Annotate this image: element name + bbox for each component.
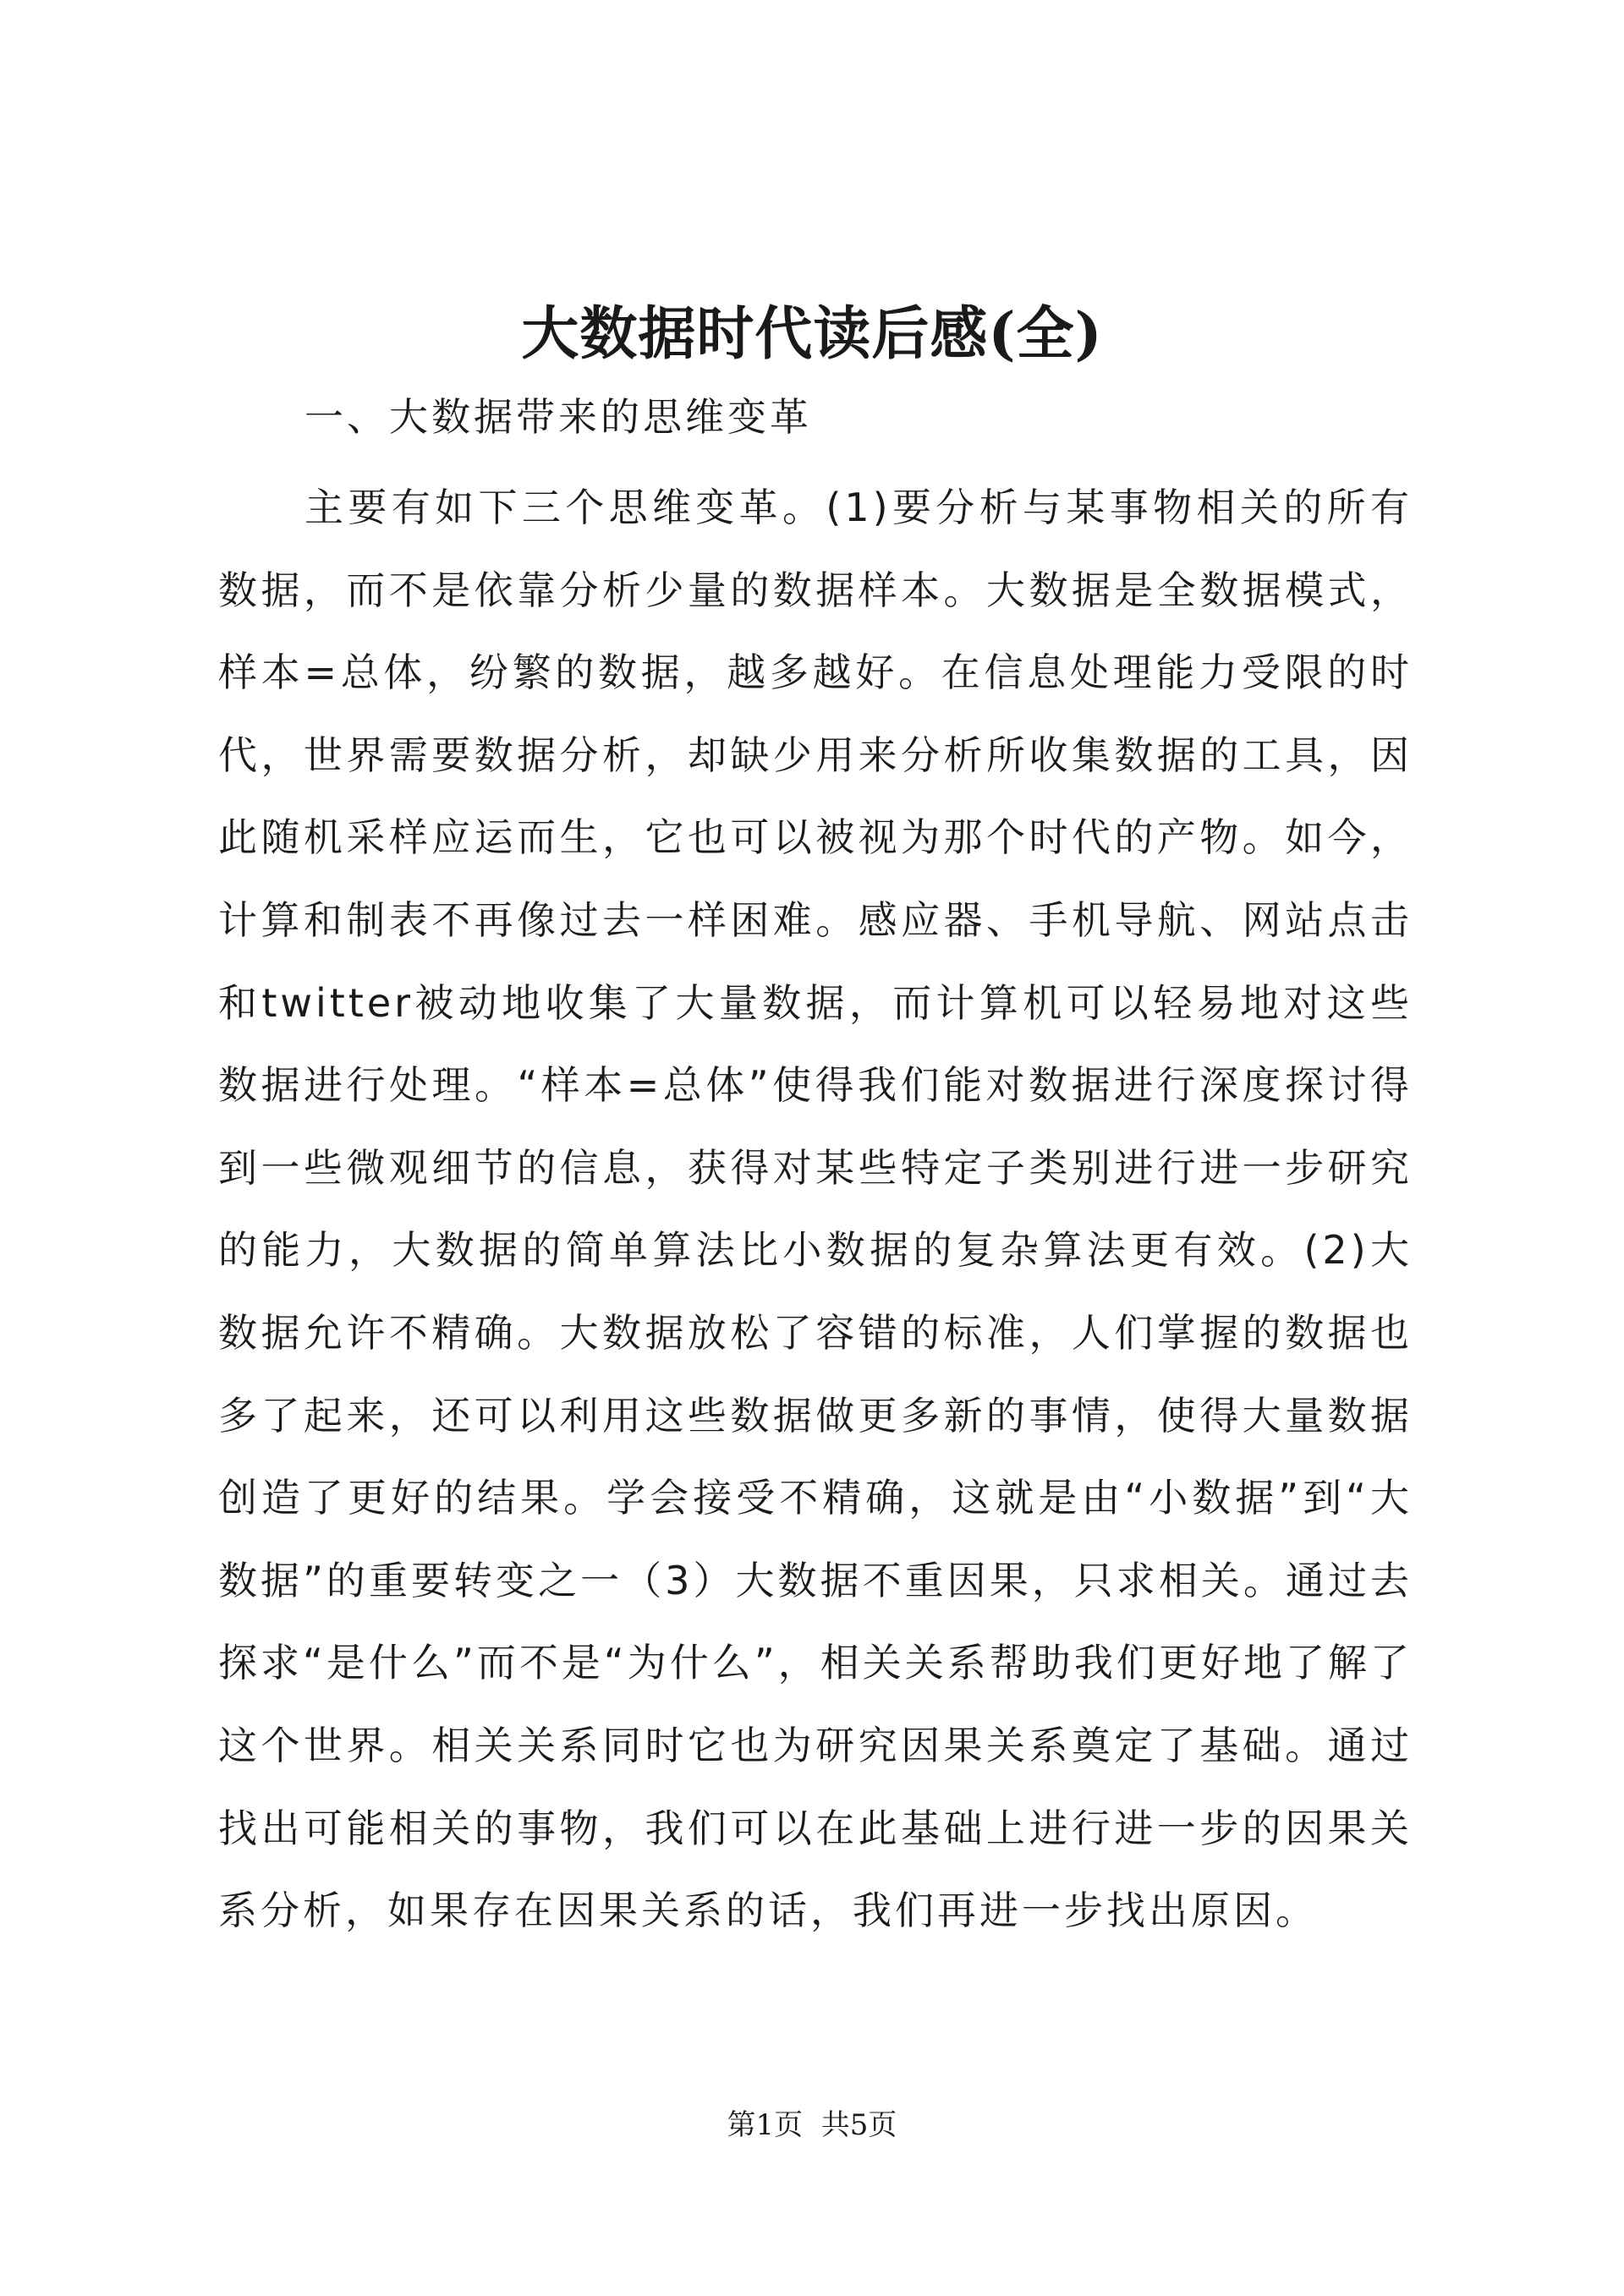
page-number-footer: 第1页 共5页 <box>727 2108 897 2142</box>
body-paragraph: 主要有如下三个思维变革。(1)要分析与某事物相关的所有数据，而不是依靠分析少量的数据样本。大数据是全数据模式，样本=总体，纷繁的数据，越多越好。在信息处理能力受限的时代，世界需要数据分析，却缺少用来分析所收集数据的工具，因此随机采样应运而生，它也可以被视为那个时代的产物。如今，计算和制表不再像过去一样困难。感应器、手机导航、网站点击和twitter被动地收集了大量数据，而计算机可以轻易地对这些数据进行处理。“样本=总体”使得我们能对数据进行深度探讨得到一些微观细节的信息，获得对某些特定子类别进行进一步研究的能力，大数据的简单算法比小数据的复杂算法更有效。(2)大数据允许不精确。大数据放松了容错的标准，人们掌握的数据也多了起来，还可以利用这些数据做更多新的事情，使得大量数据创造了更好的结果。学会接受不精确，这就是由“小数据”到“大数据”的重要转变之一（3）大数据不重因果，只求相关。通过去探求“是什么”而不是“为什么”，相关关系帮助我们更好地了解了这个世界。相关关系同时它也为研究因果关系奠定了基础。通过找出可能相关的事物，我们可以在此基础上进行进一步的因果关系分析，如果存在因果关系的话，我们再进一步找出原因。 <box>218 485 1413 1934</box>
section-heading: 一、大数据带来的思维变革 <box>304 394 812 440</box>
document-title: 大数据时代读后感(全) <box>521 300 1103 368</box>
